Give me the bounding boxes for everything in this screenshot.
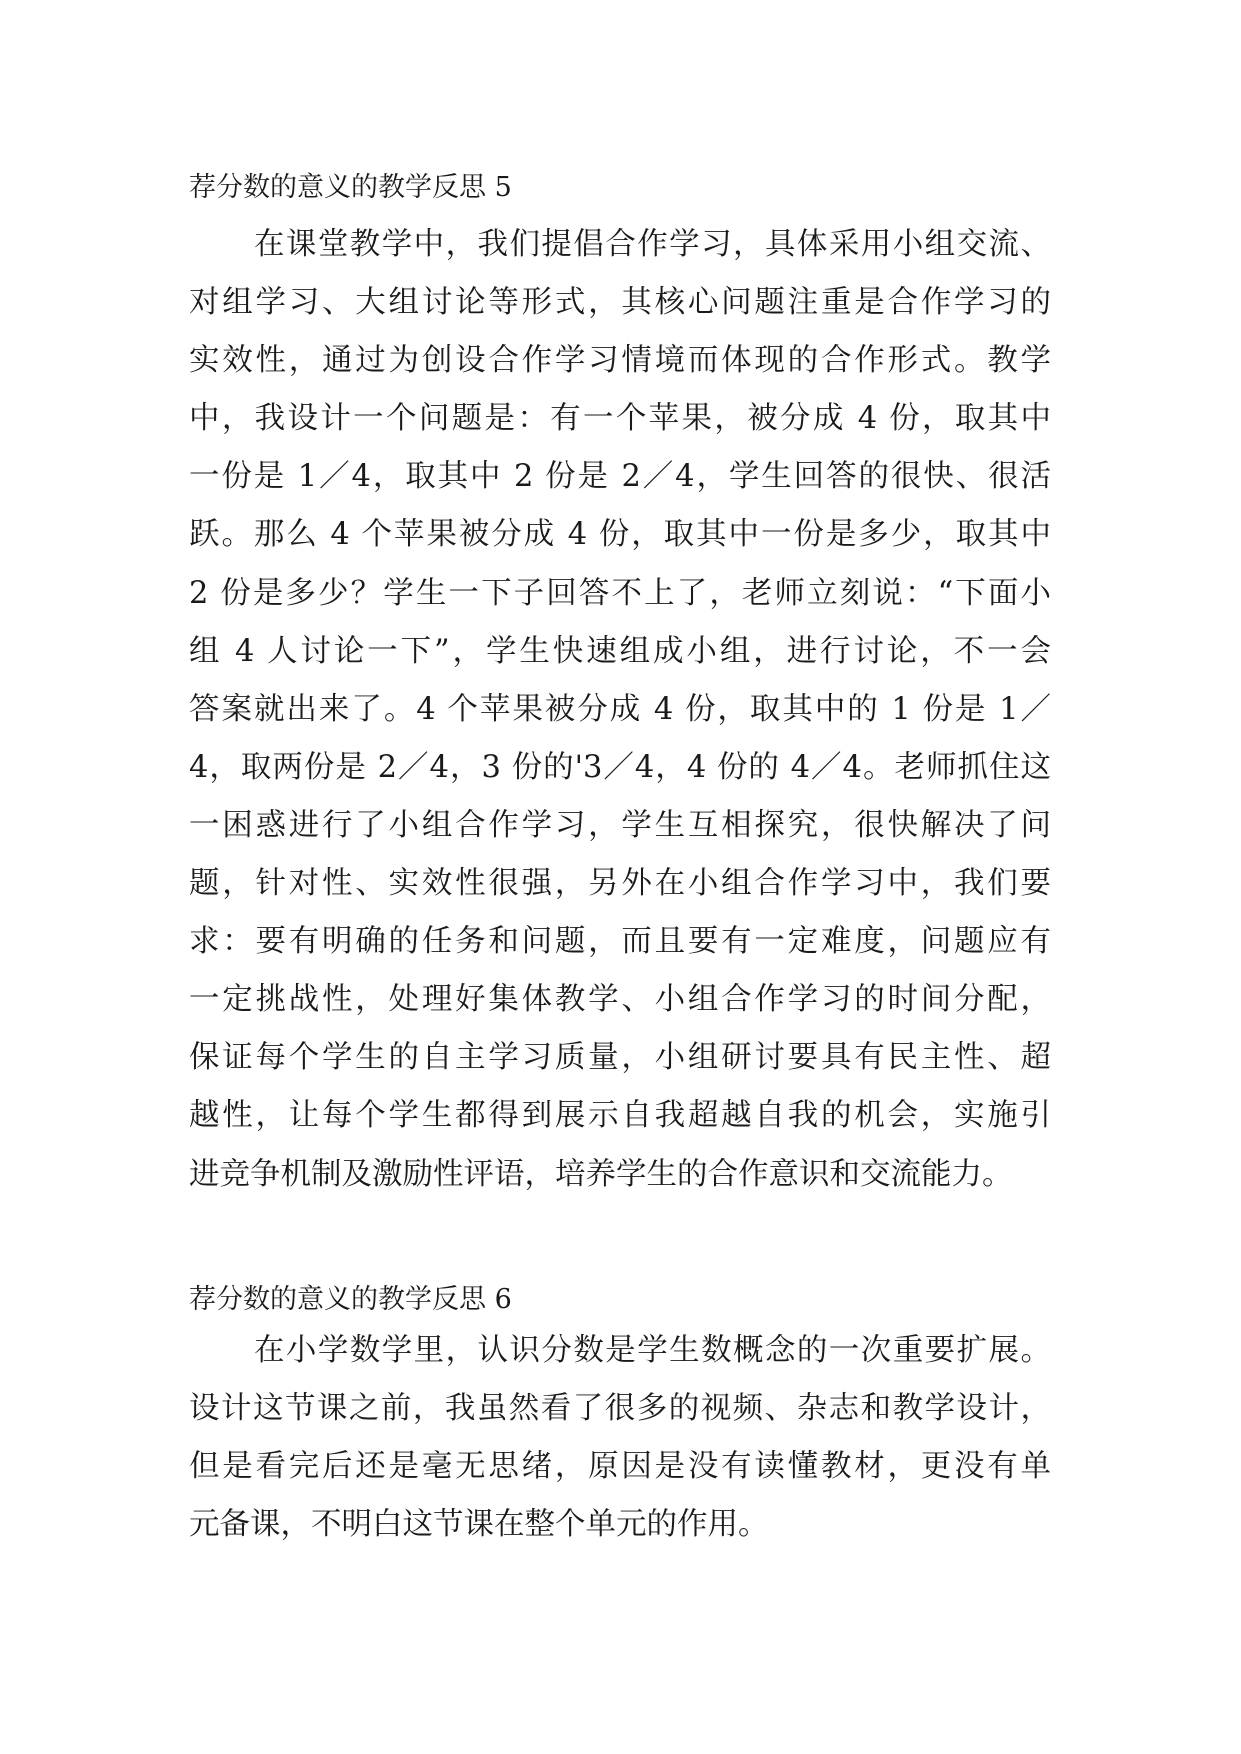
text-line: 进竞争机制及激励性评语，培养学生的合作意识和交流能力。 xyxy=(189,1156,1013,1192)
text-line: 跃。那么 4 个苹果被分成 4 份，取其中一份是多少，取其中 xyxy=(189,517,1051,553)
text-line: 保证每个学生的自主学习质量，小组研讨要具有民主性、超 xyxy=(189,1040,1051,1076)
text-line: 在课堂教学中，我们提倡合作学习，具体采用小组交流、 xyxy=(254,227,1051,262)
text-line: 一困惑进行了小组合作学习，学生互相探究，很快解决了问 xyxy=(189,807,1051,843)
text-line: 元备课，不明白这节课在整个单元的作用。 xyxy=(189,1507,769,1543)
text-line: 求：要有明确的任务和问题，而且要有一定难度，问题应有 xyxy=(189,924,1051,960)
text-line: 对组学习、大组讨论等形式，其核心问题注重是合作学习的 xyxy=(189,285,1051,321)
text-line: 在小学数学里，认识分数是学生数概念的一次重要扩展。 xyxy=(254,1333,1051,1368)
section-body-6 xyxy=(189,1322,1051,1554)
section-body-5 xyxy=(189,216,1051,1204)
text-line: 答案就出来了。4 个苹果被分成 4 份，取其中的 1 份是 1／ xyxy=(189,691,1051,727)
text-line: 越性，让每个学生都得到展示自我超越自我的机会，实施引 xyxy=(189,1098,1051,1134)
section-heading-6: 荐分数的意义的教学反思 6 xyxy=(189,1284,512,1315)
text-line: 但是看完后还是毫无思绪，原因是没有读懂教材，更没有单 xyxy=(189,1449,1051,1485)
text-line: 一份是 1／4，取其中 2 份是 2／4，学生回答的很快、很活 xyxy=(189,459,1051,495)
text-line: 题，针对性、实效性很强，另外在小组合作学习中，我们要 xyxy=(189,866,1051,902)
text-line: 设计这节课之前，我虽然看了很多的视频、杂志和教学设计， xyxy=(189,1391,1051,1427)
text-line: 组 4 人讨论一下”，学生快速组成小组，进行讨论，不一会 xyxy=(189,633,1051,669)
text-line: 中，我设计一个问题是：有一个苹果，被分成 4 份，取其中 xyxy=(189,401,1051,437)
text-line: 4，取两份是 2／4，3 份的'3／4，4 份的 4／4。老师抓住这 xyxy=(189,749,1051,785)
text-line: 2 份是多少？学生一下子回答不上了，老师立刻说：“下面小 xyxy=(189,575,1051,611)
text-line: 实效性，通过为创设合作学习情境而体现的合作形式。教学 xyxy=(189,343,1051,379)
section-heading-5: 荐分数的意义的教学反思 5 xyxy=(189,172,512,203)
text-line: 一定挑战性，处理好集体教学、小组合作学习的时间分配， xyxy=(189,982,1051,1018)
